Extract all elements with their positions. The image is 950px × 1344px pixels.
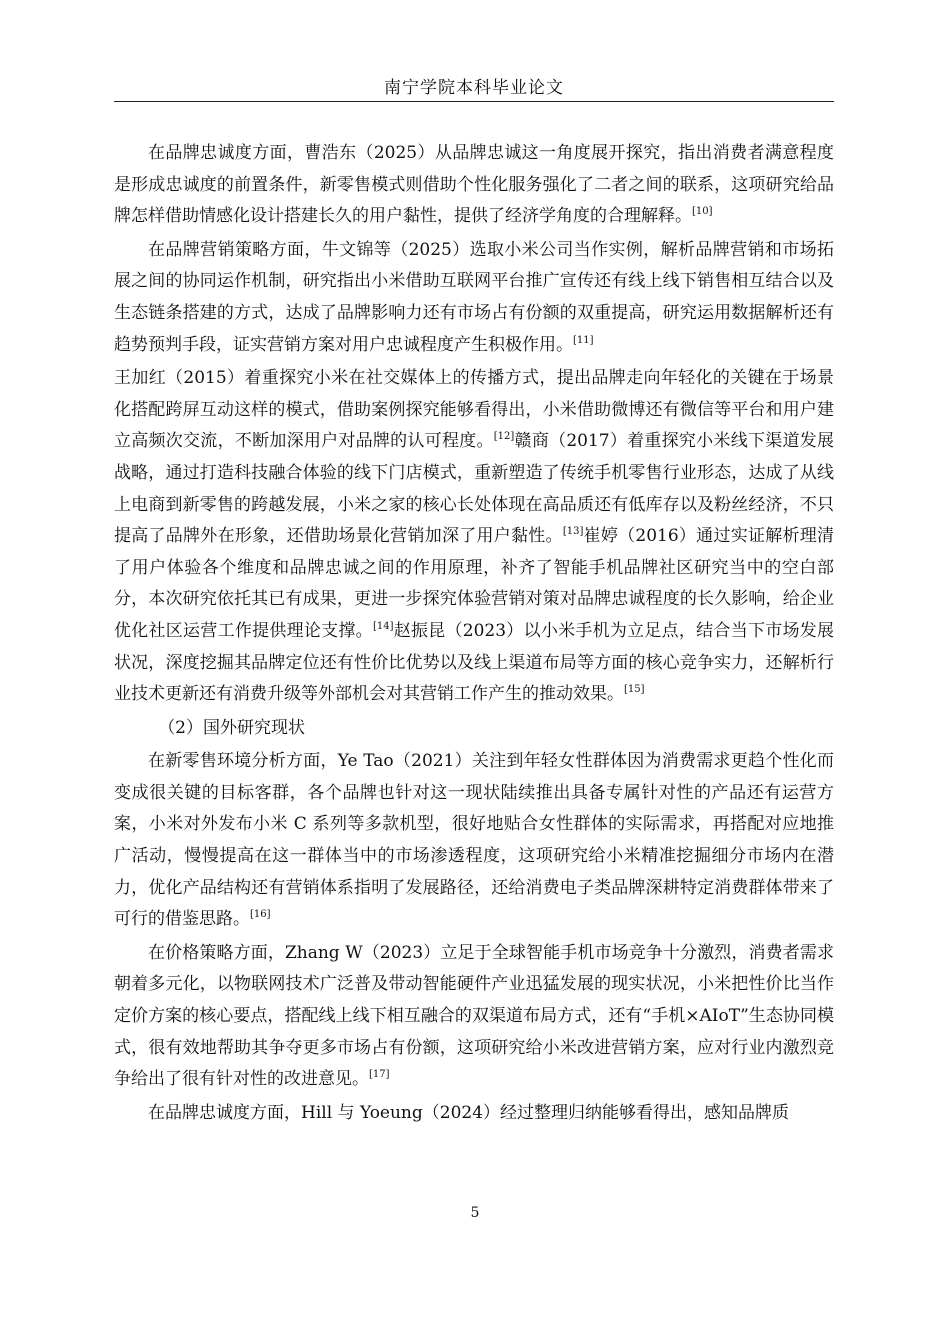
paragraph-text: 赣商（2017）着重探究小米线下渠道发展战略，通过打造科技融合体验的线下门店模式，重新塑造了传统手机零售行业形态，达成了从线上电商到新零售的跨越发展，小米之家的核心长处体现在高品质还有低库存以及粉丝经济，不只提高了品牌外在形象，还借助场景化营销加深了用户黏性。 <box>114 431 835 547</box>
paragraph-new-retail-ye-tao <box>114 746 834 936</box>
paragraph-pricing-zhang <box>114 938 834 1096</box>
citation-ref: [13] <box>562 526 584 538</box>
section-heading-foreign-research: （2）国外研究现状 <box>158 717 306 738</box>
citation-ref: [15] <box>624 684 645 696</box>
paragraph-text: 王加红（2015）着重探究小米在社交媒体上的传播方式，提出品牌走向年轻化的关键在于场景化搭配跨屏互动这样的模式，借助案例探究能够看得出，小米借助微博还有微信等平台和用户建立高频次交流，不断加深用户对品牌的认可程度。 <box>114 368 834 452</box>
paragraph-brand-loyalty-hill <box>114 1098 834 1130</box>
paragraph-text: 在品牌忠诚度方面，Hill 与 Yoeung（2024）经过整理归纳能够看得出，感知品牌质 <box>148 1102 790 1123</box>
citation-ref: [17] <box>369 1069 390 1081</box>
document-body <box>114 138 834 1131</box>
header-divider <box>114 101 834 102</box>
paragraph-text: 崔婷（2016）通过实证解析理清了用户体验各个维度和品牌忠诚之间的作用原理，补齐了智能手机品牌社区研究当中的空白部分，本次研究依托其已有成果，更进一步探究体验营销对策对品牌忠诚程度的长久影响，给企业优化社区运营工作提供理论支撑。 <box>114 526 835 641</box>
paragraph-text: 在新零售环境分析方面，Ye Tao（2021）关注到年轻女性群体因为消费需求更趋个性化而变成很关键的目标客群，各个品牌也针对这一现状陆续推出具备专属针对性的产品还有运营方案，小米对外发布小米 C 系列等多款机型，很好地贴合女性群体的实际需求，再搭配对应地推广活动，慢慢提高在这一群体当中的市场渗透程度，这项研究给小米精准挖掘细分市场内在潜力，优化产品结构还有营销体系指明了发展路径，还给消费电子类品牌深耕特定消费群体带来了可行的借鉴思路。 <box>114 751 834 930</box>
citation-ref: [11] <box>573 334 594 346</box>
paragraph-brand-marketing-niu <box>114 235 834 361</box>
paragraph-text: 赵振昆（2023）以小米手机为立足点，结合当下市场发展状况，深度挖掘其品牌定位还有性价比优势以及线上渠道布局等方面的核心竞争实力，还解析行业技术更新还有消费升级等外部机会对其营销工作产生的推动效果。 <box>114 620 835 705</box>
running-header: 南宁学院本科毕业论文 <box>384 78 564 98</box>
paragraph-domestic-studies <box>114 363 834 711</box>
page-number: 5 <box>470 1205 480 1221</box>
paragraph-text: 在品牌营销策略方面，牛文锦等（2025）选取小米公司当作实例，解析品牌营销和市场拓展之间的协同运作机制，研究指出小米借助互联网平台推广宣传还有线上线下销售相互结合以及生态链条搭建的方式，达成了品牌影响力还有市场占有份额的双重提高，研究运用数据解析还有趋势预判手段，证实营销方案对用户忠诚程度产生积极作用。 <box>114 239 834 355</box>
citation-ref: [12] <box>493 431 515 443</box>
citation-ref: [16] <box>250 909 271 921</box>
citation-ref: [14] <box>372 620 394 632</box>
citation-ref: [10] <box>692 206 713 218</box>
paragraph-text: 在价格策略方面，Zhang W（2023）立足于全球智能手机市场竞争十分激烈，消费者需求朝着多元化，以物联网技术广泛普及带动智能硬件产业迅猛发展的现实状况，小米把性价比当作定价方案的核心要点，搭配线上线下相互融合的双渠道布局方式，还有“手机×AIoT”生态协同模式，很有效地帮助其争夺更多市场占有份额，这项研究给小米改进营销方案，应对行业内激烈竞争给出了很有针对性的改进意见。 <box>114 942 834 1090</box>
paragraph-text: 在品牌忠诚度方面，曹浩东（2025）从品牌忠诚这一角度展开探究，指出消费者满意程度是形成忠诚度的前置条件，新零售模式则借助个性化服务强化了二者之间的联系，这项研究给品牌怎样借助情感化设计搭建长久的用户黏性，提供了经济学角度的合理解释。 <box>114 143 834 227</box>
paragraph-brand-loyalty-cao <box>114 138 834 233</box>
